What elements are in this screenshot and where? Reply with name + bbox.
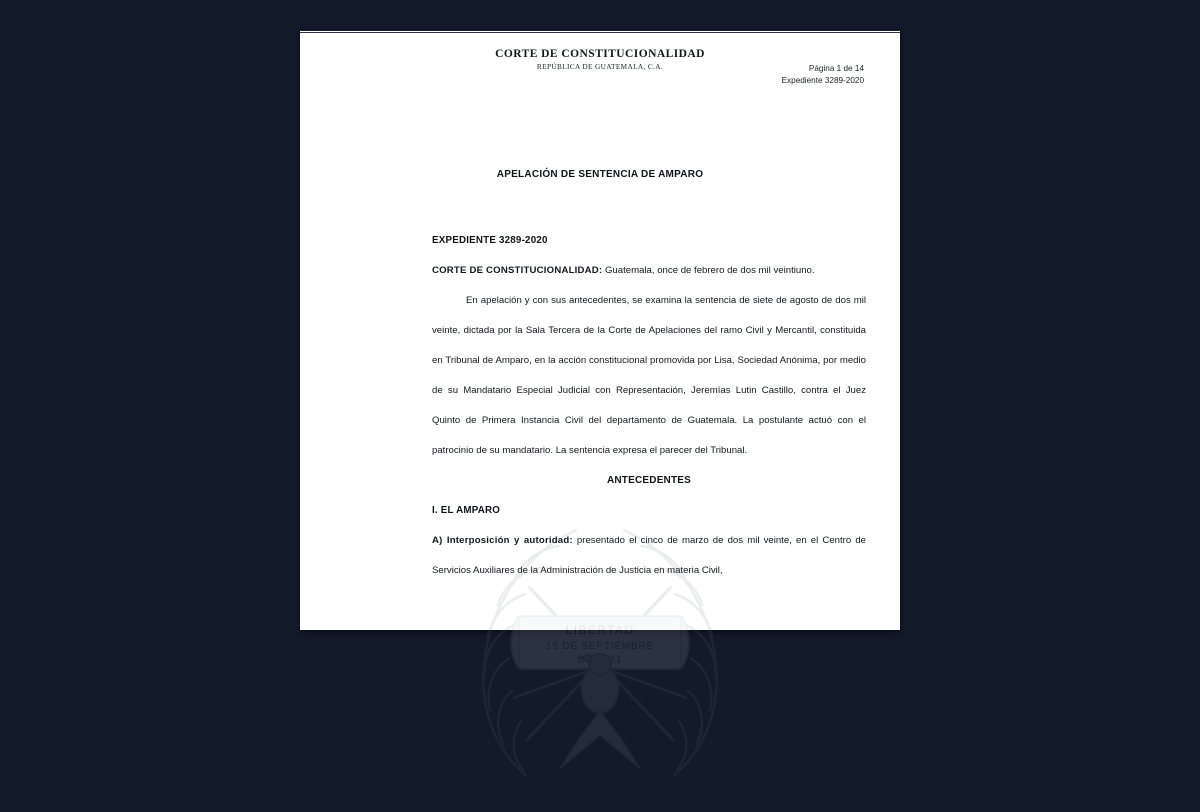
file-number-label: Expediente 3289-2020: [781, 75, 864, 85]
document-body: [432, 226, 866, 586]
court-decision-line: [432, 256, 866, 286]
court-text: Guatemala, once de febrero de dos mil veintiuno.: [602, 265, 815, 276]
svg-text:15 DE SEPTIEMBRE: 15 DE SEPTIEMBRE: [545, 641, 655, 653]
page-number-label: Página 1 de 14: [808, 64, 864, 73]
folio-block: [782, 63, 864, 87]
masthead-subtitle: REPÚBLICA DE GUATEMALA, C.A.: [536, 62, 664, 72]
section-heading-el-amparo: I. EL AMPARO: [432, 505, 501, 516]
paragraph-appeal: En apelación y con sus antecedentes, se examina la sentencia de siete de agosto de dos mil veinte, dictada por la Sala Tercera de la Corte de Apelaciones del ramo Civil y Mercantil, constituida en Tribunal de Amparo, en la acción constitucional promovida por Lisa, Sociedad Anónima, por medio de su Mandatario Especial Judicial con Representación, Jeremías Lutin Castillo, contra el Juez Quinto de Primera Instancia Civil del departamento de Guatemala. La postulante actuó con el patrocinio de su mandatario. La sentencia expresa el parecer del Tribunal.: [432, 295, 866, 456]
item-a-interposicion: [432, 526, 866, 586]
document-page: [300, 30, 900, 666]
item-a-text: presentado el cinco de marzo de dos mil veinte, en el Centro de Servicios Auxiliares de la Administración de Justicia en materia Civil,: [432, 535, 866, 576]
document-heading: APELACIÓN DE SENTENCIA DE AMPARO: [496, 169, 704, 180]
section-heading-antecedentes: ANTECEDENTES: [606, 475, 692, 486]
court-label: CORTE DE CONSTITUCIONALIDAD:: [432, 265, 603, 276]
page-content: [300, 30, 900, 630]
item-a-label: A) Interposición y autoridad:: [432, 535, 573, 546]
svg-text:LIBERTAD: LIBERTAD: [565, 622, 635, 637]
svg-text:DE 1821: DE 1821: [577, 654, 623, 666]
case-number-line: EXPEDIENTE 3289-2020: [432, 235, 548, 246]
masthead-title: CORTE DE CONSTITUCIONALIDAD: [495, 48, 705, 60]
